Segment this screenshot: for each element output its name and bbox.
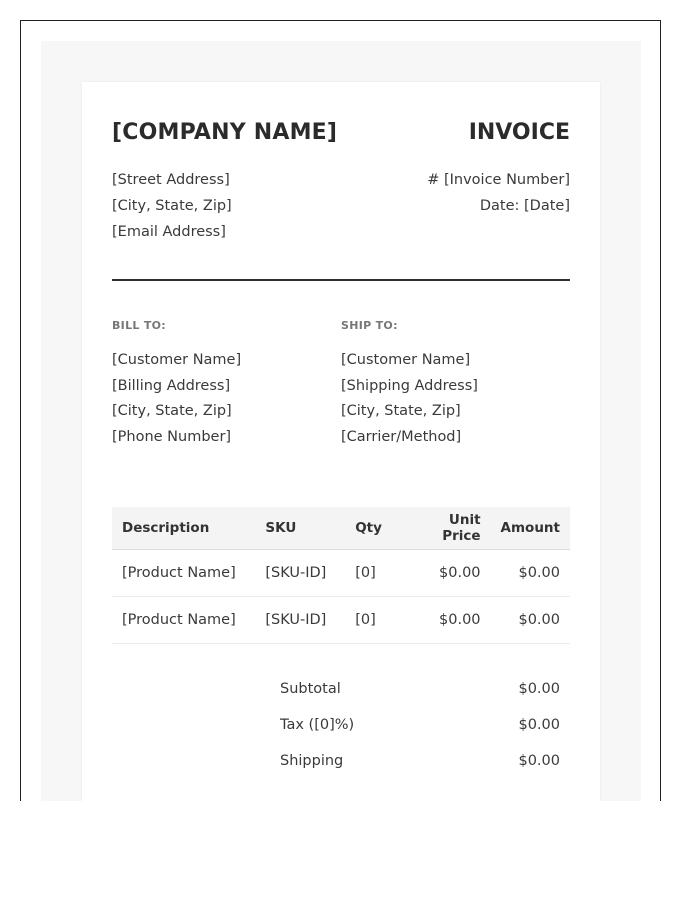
bill-to-block	[112, 319, 341, 450]
shipping-label: Shipping	[280, 753, 344, 770]
company-street: [Street Address]	[112, 172, 230, 188]
header-description: Description	[112, 507, 255, 550]
bill-to-lines	[112, 348, 341, 450]
header-qty: Qty	[345, 507, 400, 550]
shipping-value: $0.00	[518, 753, 560, 770]
invoice-header	[112, 120, 570, 145]
header-unit-price: Unit Price	[401, 507, 491, 550]
header-divider	[112, 279, 570, 281]
shipping-row	[280, 738, 570, 784]
invoice-meta	[427, 167, 570, 245]
ship-to-name: [Customer Name]	[341, 352, 471, 368]
cell-amount: $0.00	[491, 550, 570, 597]
ship-to-lines	[341, 348, 570, 450]
cell-description: [Product Name]	[112, 597, 255, 644]
address-block	[112, 167, 570, 245]
cell-description: [Product Name]	[112, 550, 255, 597]
invoice-title: INVOICE	[468, 120, 570, 145]
company-city: [City, State, Zip]	[112, 198, 232, 214]
company-name: [COMPANY NAME]	[112, 120, 338, 145]
tax-label: Tax ([0]%)	[280, 717, 355, 734]
ship-to-city: [City, State, Zip]	[341, 403, 461, 420]
table-header-row	[112, 507, 570, 550]
header-amount: Amount	[491, 507, 570, 550]
cell-amount: $0.00	[491, 597, 570, 644]
cell-sku: [SKU-ID]	[255, 597, 345, 644]
bill-to-label: BILL TO:	[112, 319, 166, 332]
page-frame	[20, 20, 661, 801]
ship-to-block	[341, 319, 570, 450]
cell-unit-price: $0.00	[401, 550, 491, 597]
cell-qty: [0]	[345, 550, 400, 597]
invoice-date: Date: [Date]	[479, 198, 570, 214]
invoice-content	[112, 120, 570, 784]
tax-value: $0.00	[518, 717, 560, 734]
company-email: [Email Address]	[112, 224, 226, 240]
line-items-table	[112, 507, 570, 644]
ship-to-label: SHIP TO:	[341, 319, 398, 332]
subtotal-value: $0.00	[518, 681, 560, 698]
bill-to-city: [City, State, Zip]	[112, 403, 232, 420]
table-row	[112, 550, 570, 597]
invoice-number: # [Invoice Number]	[427, 172, 570, 188]
cell-qty: [0]	[345, 597, 400, 644]
cell-unit-price: $0.00	[401, 597, 491, 644]
invoice-sheet	[82, 82, 600, 801]
bill-to-phone: [Phone Number]	[112, 428, 232, 445]
company-address	[112, 167, 232, 245]
cell-sku: [SKU-ID]	[255, 550, 345, 597]
bill-to-name: [Customer Name]	[112, 352, 242, 368]
document-background	[41, 41, 641, 801]
ship-to-address: [Shipping Address]	[341, 377, 478, 394]
table-row	[112, 597, 570, 644]
header-sku: SKU	[255, 507, 345, 550]
bill-to-address: [Billing Address]	[112, 377, 231, 394]
totals-block	[280, 666, 570, 784]
subtotal-label: Subtotal	[280, 681, 341, 698]
parties-section	[112, 319, 570, 450]
ship-to-carrier: [Carrier/Method]	[341, 428, 462, 445]
